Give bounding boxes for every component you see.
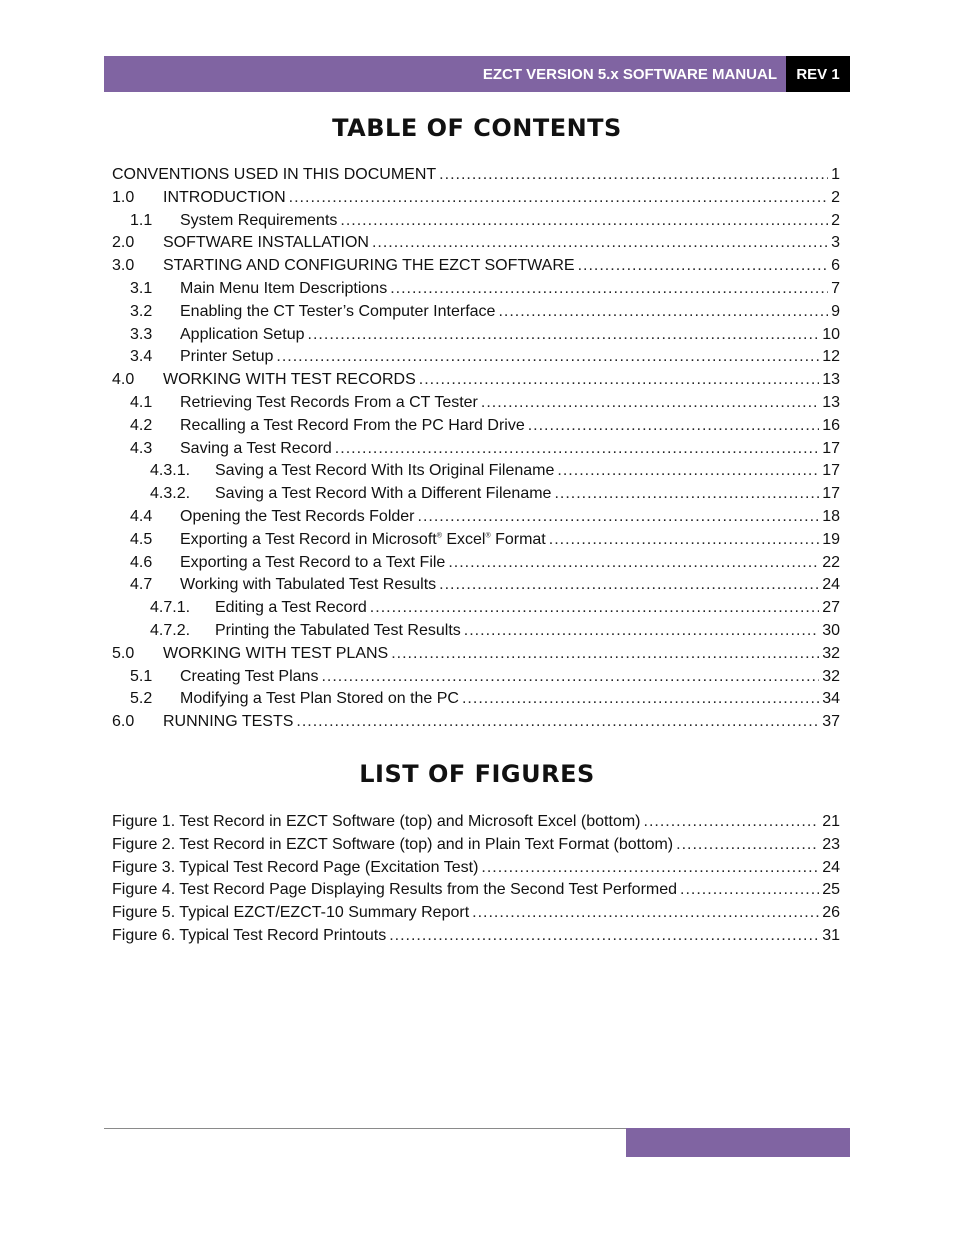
- dot-leader: [335, 440, 819, 458]
- toc-entry-title: SOFTWARE INSTALLATION: [163, 234, 369, 252]
- title-part: Excel: [441, 530, 486, 548]
- toc-entry[interactable]: [112, 234, 840, 257]
- dot-leader: [391, 645, 819, 663]
- toc-entry-number: 6.0: [112, 713, 135, 731]
- toc-entry-page: 17: [822, 439, 840, 457]
- dot-leader: [462, 690, 819, 708]
- toc-entry[interactable]: [112, 554, 840, 577]
- toc-entry-number: 4.7.2.: [150, 621, 191, 639]
- toc-entry-number: 3.2: [130, 302, 153, 320]
- dot-leader: [372, 234, 828, 252]
- revision-label: REV 1: [796, 65, 840, 83]
- dot-leader: [644, 813, 820, 831]
- dot-leader: [321, 668, 819, 686]
- toc-entry-number: 4.1: [130, 393, 153, 411]
- figure-entry-page: 25: [822, 881, 840, 899]
- figure-entry-page: 21: [822, 813, 840, 830]
- toc-entry-page: 10: [822, 325, 840, 343]
- dot-leader: [528, 417, 819, 435]
- toc-entry-page: 17: [822, 485, 840, 503]
- toc-entry[interactable]: [112, 371, 840, 394]
- toc-entry[interactable]: [112, 257, 840, 280]
- figure-entry-page: 24: [822, 858, 840, 876]
- list-of-figures: [112, 813, 840, 950]
- toc-entry-number: 4.4: [130, 507, 153, 525]
- toc-entry-number: 4.7.1.: [150, 599, 191, 617]
- toc-entry-number: 5.2: [130, 690, 153, 708]
- dot-leader: [578, 257, 829, 275]
- toc-entry-title: INTRODUCTION: [163, 188, 286, 206]
- toc-entry-page: 22: [822, 553, 840, 571]
- toc-entry-number: 3.4: [130, 348, 153, 366]
- toc-entry-number: 4.3.2.: [150, 485, 191, 503]
- toc-entry-title: WORKING WITH TEST PLANS: [163, 644, 389, 662]
- figure-entry[interactable]: [112, 836, 840, 859]
- figure-entry[interactable]: [112, 859, 840, 882]
- dot-leader: [370, 599, 819, 617]
- toc-entry-number: 4.3: [130, 439, 153, 457]
- toc-entry[interactable]: [112, 166, 840, 189]
- figure-entry[interactable]: [112, 927, 840, 950]
- lof-heading: LIST OF FIGURES: [359, 760, 595, 788]
- toc-entry-page: 2: [831, 211, 840, 229]
- dot-leader: [557, 462, 819, 480]
- figure-entry-title: Figure 3. Typical Test Record Page (Excitation Test): [112, 858, 479, 876]
- toc-entry-title: Creating Test Plans: [180, 667, 319, 685]
- toc-entry-title: Printer Setup: [180, 348, 274, 366]
- dot-leader: [296, 713, 819, 731]
- toc-entry-page: 3: [831, 234, 840, 252]
- toc-heading: TABLE OF CONTENTS: [332, 114, 622, 142]
- dot-leader: [481, 859, 819, 877]
- toc-entry-title: CONVENTIONS USED IN THIS DOCUMENT: [112, 166, 437, 183]
- figure-entry-title: Figure 2. Test Record in EZCT Software (top) and in Plain Text Format (bottom): [112, 835, 674, 853]
- toc-entry-page: 9: [831, 302, 840, 320]
- toc-entry[interactable]: [112, 280, 840, 303]
- toc-entry-page: 19: [822, 530, 840, 548]
- title-part: Exporting a Test Record in Microsoft: [180, 530, 437, 548]
- toc-entry-page: 24: [822, 576, 840, 594]
- dot-leader: [676, 836, 819, 854]
- toc-entry-title: Printing the Tabulated Test Results: [215, 621, 461, 639]
- figure-entry-title: Figure 5. Typical EZCT/EZCT-10 Summary Report: [112, 904, 470, 922]
- toc-entry-number: 3.0: [112, 257, 135, 275]
- toc-entry-page: 1: [831, 166, 840, 183]
- dot-leader: [389, 927, 819, 945]
- toc-entry-title: WORKING WITH TEST RECORDS: [163, 371, 416, 389]
- toc-entry[interactable]: [112, 645, 840, 668]
- toc-entry-number: 5.0: [112, 644, 135, 662]
- figure-entry-page: 26: [822, 904, 840, 922]
- figure-entry-title: Figure 4. Test Record Page Displaying Results from the Second Test Performed: [112, 881, 678, 899]
- toc-entry[interactable]: [112, 622, 840, 645]
- dot-leader: [680, 881, 819, 899]
- dot-leader: [289, 189, 828, 207]
- toc-entry-page: 18: [822, 507, 840, 525]
- toc-entry-title: Main Menu Item Descriptions: [180, 279, 388, 297]
- dot-leader: [276, 348, 819, 366]
- toc-entry-page: 34: [822, 690, 840, 708]
- toc-entry-page: 13: [822, 393, 840, 411]
- toc-entry-title: Retrieving Test Records From a CT Tester: [180, 393, 478, 411]
- toc-entry[interactable]: [112, 212, 840, 235]
- toc-entry-title: Opening the Test Records Folder: [180, 507, 415, 525]
- dot-leader: [472, 904, 819, 922]
- toc-entry-title: Exporting a Test Record to a Text File: [180, 553, 446, 571]
- dot-leader: [549, 531, 819, 549]
- toc-entry-number: 5.1: [130, 667, 153, 685]
- figure-entry[interactable]: [112, 881, 840, 904]
- toc-entry[interactable]: [112, 417, 840, 440]
- dot-leader: [418, 508, 820, 526]
- toc-entry-title: Application Setup: [180, 325, 305, 343]
- toc-entry-page: 32: [822, 667, 840, 685]
- toc-entry-title: Saving a Test Record: [180, 439, 332, 457]
- figure-entry[interactable]: [112, 813, 840, 836]
- toc-entry[interactable]: [112, 576, 840, 599]
- toc-entry[interactable]: [112, 462, 840, 485]
- registered-mark: ®: [485, 532, 491, 540]
- toc-entry-number: 4.2: [130, 416, 153, 434]
- toc-entry-number: 2.0: [112, 234, 135, 252]
- header-bar: [104, 56, 786, 92]
- document-title: EZCT VERSION 5.x SOFTWARE MANUAL: [482, 65, 777, 83]
- dot-leader: [464, 622, 819, 640]
- toc-entry[interactable]: [112, 303, 840, 326]
- toc-entry-title: STARTING AND CONFIGURING THE EZCT SOFTWARE: [163, 257, 575, 275]
- toc-entry-number: 1.0: [112, 188, 135, 206]
- toc-entry[interactable]: [112, 668, 840, 691]
- toc-entry-title: RUNNING TESTS: [163, 713, 294, 731]
- figure-entry-page: 23: [822, 835, 840, 853]
- dot-leader: [390, 280, 828, 298]
- toc-entry[interactable]: [112, 690, 840, 713]
- registered-mark: ®: [436, 532, 442, 540]
- dot-leader: [554, 485, 819, 503]
- dot-leader: [308, 326, 820, 344]
- toc-entry-title: Enabling the CT Tester’s Computer Interface: [180, 302, 496, 320]
- title-part: Format: [490, 530, 546, 548]
- dot-leader: [340, 212, 828, 230]
- toc-entry-title: Editing a Test Record: [215, 599, 367, 617]
- toc-entry[interactable]: [112, 531, 840, 554]
- dot-leader: [439, 576, 819, 594]
- dot-leader: [481, 394, 819, 412]
- toc-entry-number: 4.6: [130, 553, 153, 571]
- toc-entry-title: Saving a Test Record With Its Original Filename: [215, 462, 555, 480]
- figure-entry[interactable]: [112, 904, 840, 927]
- footer-accent-bar: [626, 1128, 850, 1157]
- toc-entry-number: 3.3: [130, 325, 153, 343]
- toc-entry[interactable]: [112, 485, 840, 508]
- toc-entry-page: 12: [822, 348, 840, 366]
- toc-entry-title: [180, 531, 546, 549]
- toc-entry-page: 27: [822, 599, 840, 617]
- toc-entry-page: 37: [822, 713, 840, 731]
- dot-leader: [498, 303, 828, 321]
- toc-entry-title: Working with Tabulated Test Results: [180, 576, 437, 594]
- figure-entry-title: Figure 1. Test Record in EZCT Software (top) and Microsoft Excel (bottom): [112, 813, 641, 830]
- toc-entry-page: 13: [822, 371, 840, 389]
- table-of-contents: [112, 166, 840, 736]
- toc-entry-page: 16: [822, 416, 840, 434]
- toc-entry-page: 2: [831, 188, 840, 206]
- toc-entry[interactable]: [112, 348, 840, 371]
- toc-entry[interactable]: [112, 440, 840, 463]
- toc-entry-title: Saving a Test Record With a Different Filename: [215, 485, 552, 503]
- toc-entry[interactable]: [112, 599, 840, 622]
- toc-entry[interactable]: [112, 394, 840, 417]
- dot-leader: [448, 554, 819, 572]
- revision-badge: [786, 56, 850, 92]
- figure-entry-title: Figure 6. Typical Test Record Printouts: [112, 926, 387, 944]
- toc-entry[interactable]: [112, 326, 840, 349]
- toc-entry-page: 7: [831, 279, 840, 297]
- toc-entry[interactable]: [112, 189, 840, 212]
- toc-entry-number: 4.5: [130, 530, 153, 548]
- toc-entry-number: 4.7: [130, 576, 153, 594]
- toc-entry-number: 1.1: [130, 211, 153, 229]
- toc-entry-page: 17: [822, 462, 840, 480]
- toc-entry-number: 4.3.1.: [150, 462, 191, 480]
- toc-entry-page: 30: [822, 621, 840, 639]
- toc-entry[interactable]: [112, 713, 840, 736]
- dot-leader: [439, 166, 828, 184]
- toc-entry-page: 32: [822, 644, 840, 662]
- toc-entry-title: System Requirements: [180, 211, 338, 229]
- toc-entry-title: Recalling a Test Record From the PC Hard Drive: [180, 416, 525, 434]
- dot-leader: [419, 371, 819, 389]
- toc-entry[interactable]: [112, 508, 840, 531]
- toc-entry-page: 6: [831, 257, 840, 275]
- toc-entry-number: 3.1: [130, 279, 153, 297]
- toc-entry-number: 4.0: [112, 371, 135, 389]
- toc-entry-title: Modifying a Test Plan Stored on the PC: [180, 690, 459, 708]
- figure-entry-page: 31: [822, 926, 840, 944]
